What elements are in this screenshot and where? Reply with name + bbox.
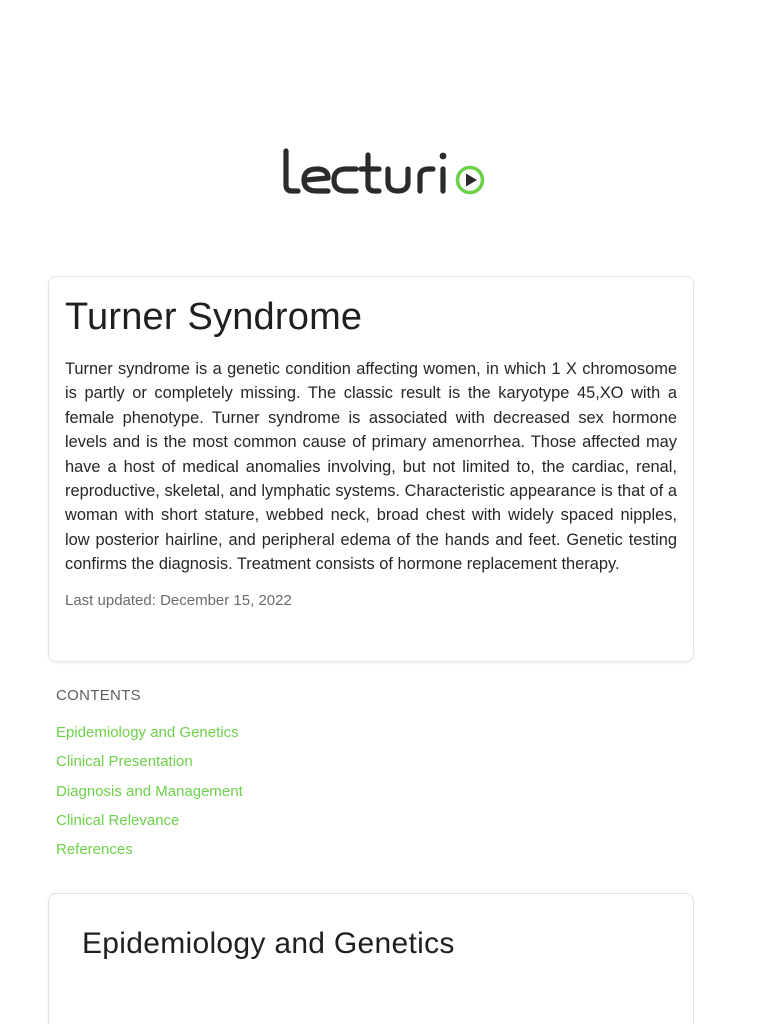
contents-heading: CONTENTS	[56, 687, 141, 704]
page-title: Turner Syndrome	[65, 296, 363, 338]
contents-link-clinical-presentation[interactable]: Clinical Presentation	[56, 753, 193, 771]
contents-item	[56, 723, 243, 752]
article-summary: Turner syndrome is a genetic condition affecting women, in which 1 X chromosome is partly or completely missing. The classic result is the karyotype 45,XO with a female phenotype. Turner syndrome is associated with decreased sex hormone levels and is the most common cause of primary amenorrhea. Those affected may have a host of medical anomalies involving, but not limited to, the cardiac, renal, reproductive, skeletal, and lymphatic systems. Characteristic appearance is that of a woman with short stature, webbed neck, broad chest with widely spaced nipples, low posterior hairline, and peripheral edema of the hands and feet. Genetic testing confirms the diagnosis. Treatment consists of hormone replacement therapy.	[65, 360, 677, 574]
contents-link-diagnosis-and-management[interactable]: Diagnosis and Management	[56, 782, 243, 800]
contents-item	[56, 752, 243, 781]
table-of-contents	[56, 686, 243, 869]
lecturio-logo[interactable]	[280, 145, 490, 201]
contents-item	[56, 811, 243, 840]
contents-link-references[interactable]: References	[56, 841, 133, 859]
contents-list	[56, 723, 243, 869]
contents-link-clinical-relevance[interactable]: Clinical Relevance	[56, 811, 180, 829]
contents-link-epidemiology-and-genetics[interactable]: Epidemiology and Genetics	[56, 724, 239, 741]
contents-item	[56, 840, 243, 869]
article-summary-card	[48, 276, 694, 662]
section-card-epidemiology	[48, 893, 694, 1024]
section-title: Epidemiology and Genetics	[82, 927, 455, 960]
contents-item	[56, 782, 243, 811]
last-updated-date: Last updated: December 15, 2022	[65, 591, 292, 609]
